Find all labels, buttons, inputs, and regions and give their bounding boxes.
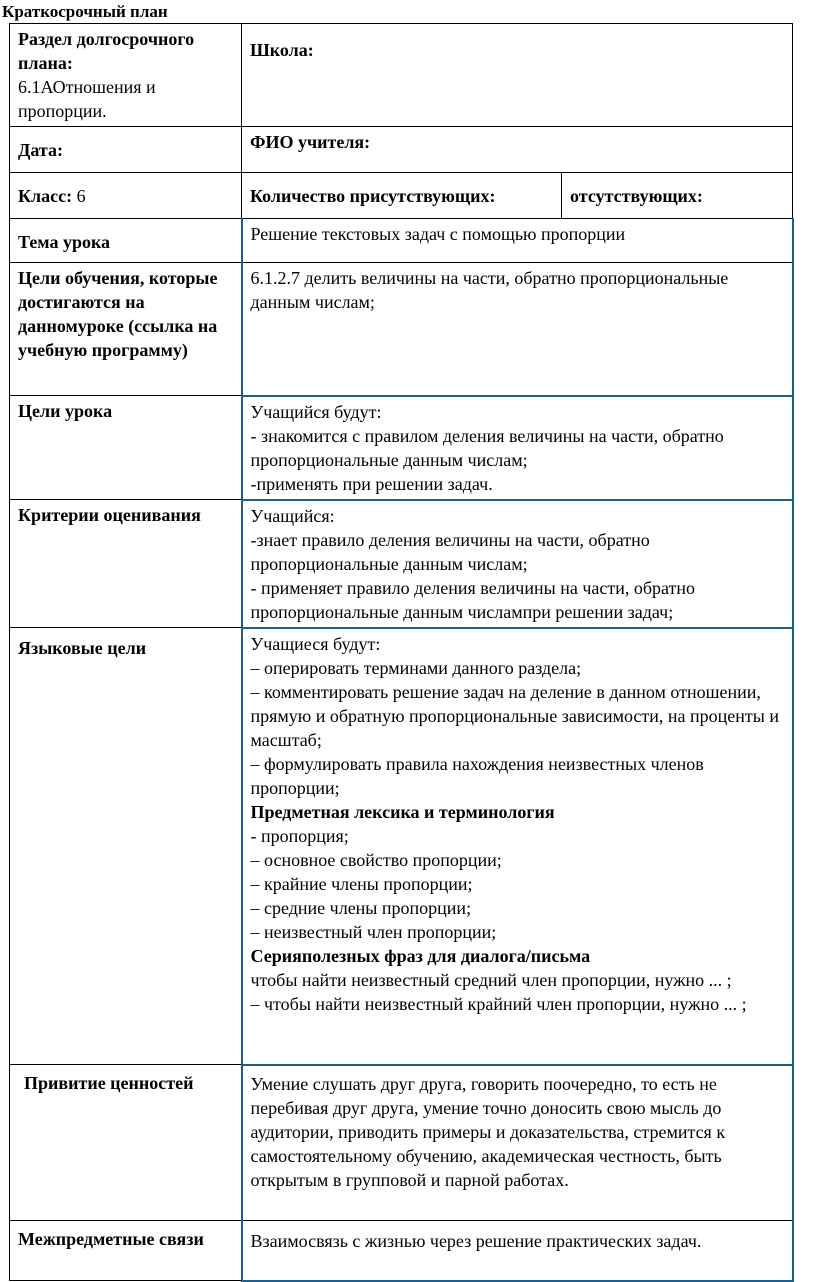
vocab-heading: Предметная лексика и терминология bbox=[250, 801, 555, 822]
criteria-line: Учащийся: bbox=[250, 505, 335, 526]
lesson-goals-line: -применять при решении задач. bbox=[250, 473, 493, 494]
class-cell bbox=[10, 173, 242, 219]
language-intro-line: – комментировать решение задач на деление в данном отношении, прямую и обратную пропорциональные зависимости, на проценты и масштаб; bbox=[250, 681, 780, 750]
lesson-goals-value-cell bbox=[242, 396, 793, 500]
present-label: Количество присутствующих: bbox=[250, 185, 496, 206]
present-cell bbox=[242, 173, 562, 219]
vocab-line: – средние члены пропорции; bbox=[250, 897, 472, 918]
values-value: Умение слушать друг друга, говорить поочередно, то есть не перебивая друг друга, умение точно доносить свою мысль до аудитории, приводить примеры и доказательства, стремится к самостоятельному обучению, академическая честность, быть открытым в групповой и парной работах. bbox=[250, 1073, 726, 1190]
date-cell bbox=[10, 127, 242, 173]
language-intro-line: – оперировать терминами данного раздела; bbox=[250, 657, 582, 678]
criteria-line: -знает правило деления величины на части, обратно пропорциональные данным числам; bbox=[250, 529, 650, 574]
row-criteria bbox=[10, 500, 793, 628]
row-topic bbox=[10, 219, 793, 263]
language-intro-line: – формулировать правила нахождения неизвестных членов пропорции; bbox=[250, 753, 704, 798]
cross-label-cell bbox=[10, 1221, 242, 1281]
school-cell bbox=[242, 24, 793, 127]
lesson-plan-table bbox=[9, 23, 794, 1282]
criteria-value-cell bbox=[242, 500, 793, 628]
vocab-line: – основное свойство пропорции; bbox=[250, 849, 502, 870]
row-date-teacher bbox=[10, 127, 793, 173]
vocab-line: – крайние члены пропорции; bbox=[250, 873, 473, 894]
language-label-cell bbox=[10, 628, 242, 1065]
absent-cell bbox=[562, 173, 793, 219]
phrases-heading: Серияполезных фраз для диалога/письма bbox=[250, 945, 591, 966]
vocab-line: – неизвестный член пропорции; bbox=[250, 921, 497, 942]
topic-value: Решение текстовых задач с помощью пропорции bbox=[250, 224, 626, 244]
cross-value-cell bbox=[242, 1221, 793, 1281]
row-language bbox=[10, 628, 793, 1065]
date-label: Дата: bbox=[18, 140, 63, 160]
lesson-goals-label: Цели урока bbox=[18, 401, 113, 421]
learning-goals-value-cell bbox=[242, 263, 793, 396]
row-learning-goals bbox=[10, 263, 793, 396]
section-value: 6.1АОтношения и пропорции. bbox=[18, 77, 156, 121]
language-label: Языковые цели bbox=[18, 638, 147, 658]
row-class bbox=[10, 173, 793, 219]
teacher-cell bbox=[242, 127, 793, 173]
school-label: Школа: bbox=[250, 40, 314, 60]
class-label: Класс: bbox=[18, 185, 73, 206]
row-cross bbox=[10, 1221, 793, 1281]
criteria-line: - применяет правило деления величины на части, обратно пропорциональные данным числампри решении задач; bbox=[250, 577, 696, 622]
teacher-label: ФИО учителя: bbox=[250, 132, 371, 152]
section-cell bbox=[10, 24, 242, 127]
row-section-school bbox=[10, 24, 793, 127]
values-label: Привитие ценностей bbox=[24, 1073, 194, 1093]
phrases-line: чтобы найти неизвестный средний член пропорции, нужно ... ; bbox=[250, 969, 732, 990]
row-values bbox=[10, 1065, 793, 1221]
learning-goals-value: 6.1.2.7 делить величины на части, обратно пропорциональные данным числам; bbox=[250, 268, 729, 312]
document-title: Краткосрочный план bbox=[2, 2, 168, 21]
lesson-goals-label-cell bbox=[10, 396, 242, 500]
criteria-label: Критерии оценивания bbox=[18, 505, 201, 525]
lesson-goals-line: - знакомится с правилом деления величины на части, обратно пропорциональные данным числам; bbox=[250, 425, 724, 470]
topic-label: Тема урока bbox=[18, 232, 111, 252]
topic-label-cell bbox=[10, 219, 242, 263]
values-value-cell bbox=[242, 1065, 793, 1221]
cross-label: Межпредметные связи bbox=[18, 1229, 204, 1249]
row-lesson-goals bbox=[10, 396, 793, 500]
class-value: 6 bbox=[76, 185, 86, 206]
language-intro-line: Учащиеся будут: bbox=[250, 633, 381, 654]
language-value-cell bbox=[242, 628, 793, 1065]
phrases-line: – чтобы найти неизвестный крайний член пропорции, нужно ... ; bbox=[250, 993, 747, 1014]
learning-goals-label-cell bbox=[10, 263, 242, 396]
criteria-label-cell bbox=[10, 500, 242, 628]
absent-label: отсутствующих: bbox=[570, 185, 703, 206]
values-label-cell bbox=[10, 1065, 242, 1221]
learning-goals-label: Цели обучения, которые достигаются на данномуроке (ссылка на учебную программу) bbox=[18, 268, 218, 360]
vocab-line: - пропорция; bbox=[250, 825, 349, 846]
cross-value: Взаимосвязь с жизнью через решение практических задач. bbox=[250, 1231, 702, 1251]
lesson-goals-line: Учащийся будут: bbox=[250, 401, 382, 422]
section-label: Раздел долгосрочного плана: bbox=[18, 29, 195, 73]
topic-value-cell bbox=[242, 219, 793, 263]
